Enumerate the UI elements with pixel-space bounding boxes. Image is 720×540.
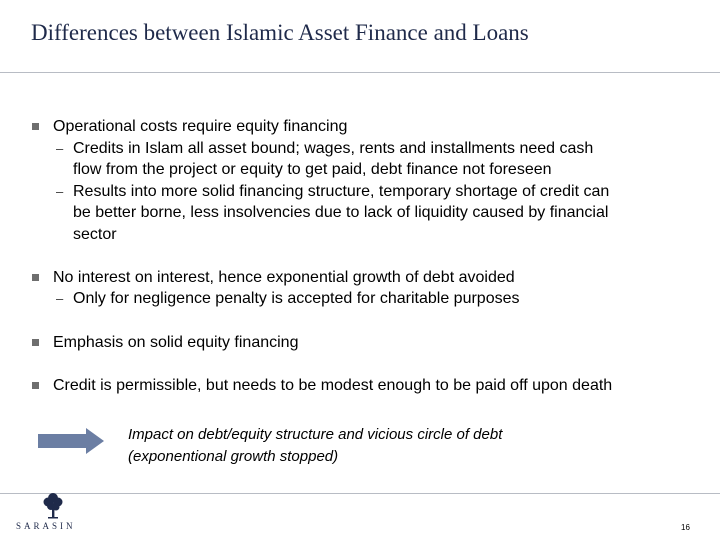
footer-divider	[0, 493, 720, 494]
bullet-3-text: Emphasis on solid equity financing	[53, 334, 299, 351]
square-bullet-icon	[32, 382, 39, 389]
bullet-4-text: Credit is permissible, but needs to be modest enough to be paid off upon death	[53, 377, 613, 394]
logo-wordmark: SARASIN	[16, 521, 76, 531]
square-bullet-icon	[32, 274, 39, 281]
page-number: 16	[681, 523, 690, 532]
sub-bullet-1-1-line-2: flow from the project or equity to get paid, debt finance not foreseen	[73, 161, 552, 178]
impact-statement	[128, 424, 502, 468]
square-bullet-icon	[32, 123, 39, 130]
square-bullet-icon	[32, 339, 39, 346]
sub-bullet-1-2-line-2: be better borne, less insolvencies due to lack of liquidity caused by financial	[73, 204, 609, 221]
bullet-1-text: Operational costs require equity financing	[53, 118, 348, 135]
dash-marker: –	[56, 141, 64, 156]
sub-bullet-2-1-line-1: Only for negligence penalty is accepted for charitable purposes	[73, 290, 520, 307]
tree-logo-icon	[40, 490, 66, 522]
sub-bullet-1-1-line-1: Credits in Islam all asset bound; wages, rents and installments need cash	[73, 140, 594, 157]
title-divider	[0, 72, 720, 73]
sub-bullet-1-2-line-1: Results into more solid financing structure, temporary shortage of credit can	[73, 183, 610, 200]
bullet-2-text: No interest on interest, hence exponential growth of debt avoided	[53, 269, 515, 286]
sub-bullet-1-2-line-3: sector	[73, 226, 117, 243]
right-arrow-icon	[38, 428, 104, 454]
dash-marker: –	[56, 291, 64, 306]
impact-line-1: Impact on debt/equity structure and vicious circle of debt	[128, 426, 503, 443]
impact-line-2: (exponentional growth stopped)	[128, 448, 339, 465]
page-title: Differences between Islamic Asset Finance and Loans	[31, 20, 529, 45]
dash-marker: –	[56, 184, 64, 199]
